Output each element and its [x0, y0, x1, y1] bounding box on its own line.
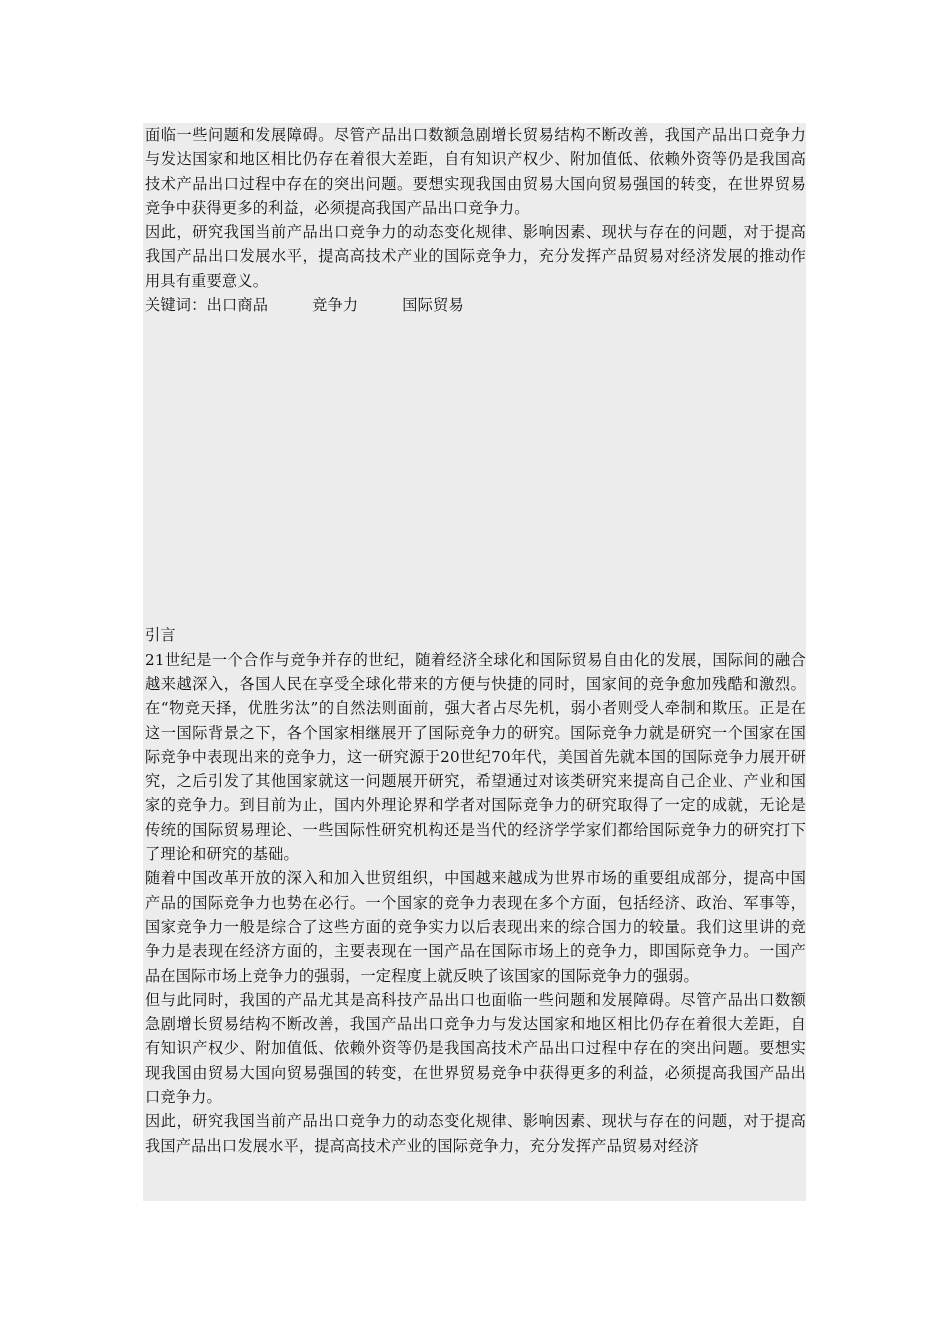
abstract-paragraph-1: 面临一些问题和发展障碍。尽管产品出口数额急剧增长贸易结构不断改善，我国产品出口竞争力与发达国家和地区相比仍存在着很大差距，自有知识产权少、附加值低、依赖外资等仍是我国高技术产品出口过程中存在的突出问题。要想实现我国由贸易大国向贸易强国的转变，在世界贸易竞争中获得更多的利益，必须提高我国产品出口竞争力。: [145, 126, 806, 217]
intro-paragraph-4: 因此，研究我国当前产品出口竞争力的动态变化规律、影响因素、现状与存在的问题，对于提高我国产品出口发展水平，提高高技术产业的国际竞争力，充分发挥产品贸易对经济: [145, 1112, 806, 1155]
keyword-1: 出口商品: [206, 296, 269, 315]
intro-paragraph-3: 但与此同时，我国的产品尤其是高科技产品出口也面临一些问题和发展障碍。尽管产品出口数额急剧增长贸易结构不断改善，我国产品出口竞争力与发达国家和地区相比仍存在着很大差距，自有知识产权少、附加值低、依赖外资等仍是我国高技术产品出口过程中存在的突出问题。要想实现我国由贸易大国向贸易强国的转变，在世界贸易竞争中获得更多的利益，必须提高我国产品出口竞争力。: [145, 990, 806, 1107]
abstract-paragraph-2: 因此，研究我国当前产品出口竞争力的动态变化规律、影响因素、现状与存在的问题，对于提高我国产品出口发展水平，提高高技术产业的国际竞争力，充分发挥产品贸易对经济发展的推动作用具有重要意义。: [145, 223, 806, 290]
document-page: [143, 123, 806, 1201]
keyword-2: 竞争力: [312, 296, 359, 315]
keywords-line: [145, 293, 806, 317]
keywords-label: 关键词：: [145, 296, 207, 315]
blank-space: [145, 317, 806, 623]
document-body: [143, 123, 806, 1158]
section-heading: 引言: [145, 626, 176, 645]
intro-paragraph-1: 21世纪是一个合作与竞争并存的世纪，随着经济全球化和国际贸易自由化的发展，国际间的融合越来越深入，各国人民在享受全球化带来的方便与快捷的同时，国家间的竞争愈加残酷和激烈。在“物竞天择，优胜劣汰”的自然法则面前，强大者占尽先机，弱小者则受人牵制和欺压。正是在这一国际背景之下，各个国家相继展开了国际竞争力的研究。国际竞争力就是研究一个国家在国际竞争中表现出来的竞争力，这一研究源于20世纪70年代，美国首先就本国的国际竞争力展开研究，之后引发了其他国家就这一问题展开研究，希望通过对该类研究来提高自己企业、产业和国家的竞争力。到目前为止，国内外理论界和学者对国际竞争力的研究取得了一定的成就，无论是传统的国际贸易理论、一些国际性研究机构还是当代的经济学学家们都给国际竞争力的研究打下了理论和研究的基础。: [145, 650, 806, 864]
keyword-3: 国际贸易: [402, 296, 464, 315]
intro-paragraph-2: 随着中国改革开放的深入和加入世贸组织，中国越来越成为世界市场的重要组成部分，提高中国产品的国际竞争力也势在必行。一个国家的竞争力表现在多个方面，包括经济、政治、军事等，国家竞争力一般是综合了这些方面的竞争实力以后表现出来的综合国力的较量。我们这里讲的竞争力是表现在经济方面的，主要表现在一国产品在国际市场上的竞争力，即国际竞争力。一国产品在国际市场上竞争力的强弱，一定程度上就反映了该国家的国际竞争力的强弱。: [145, 869, 806, 985]
